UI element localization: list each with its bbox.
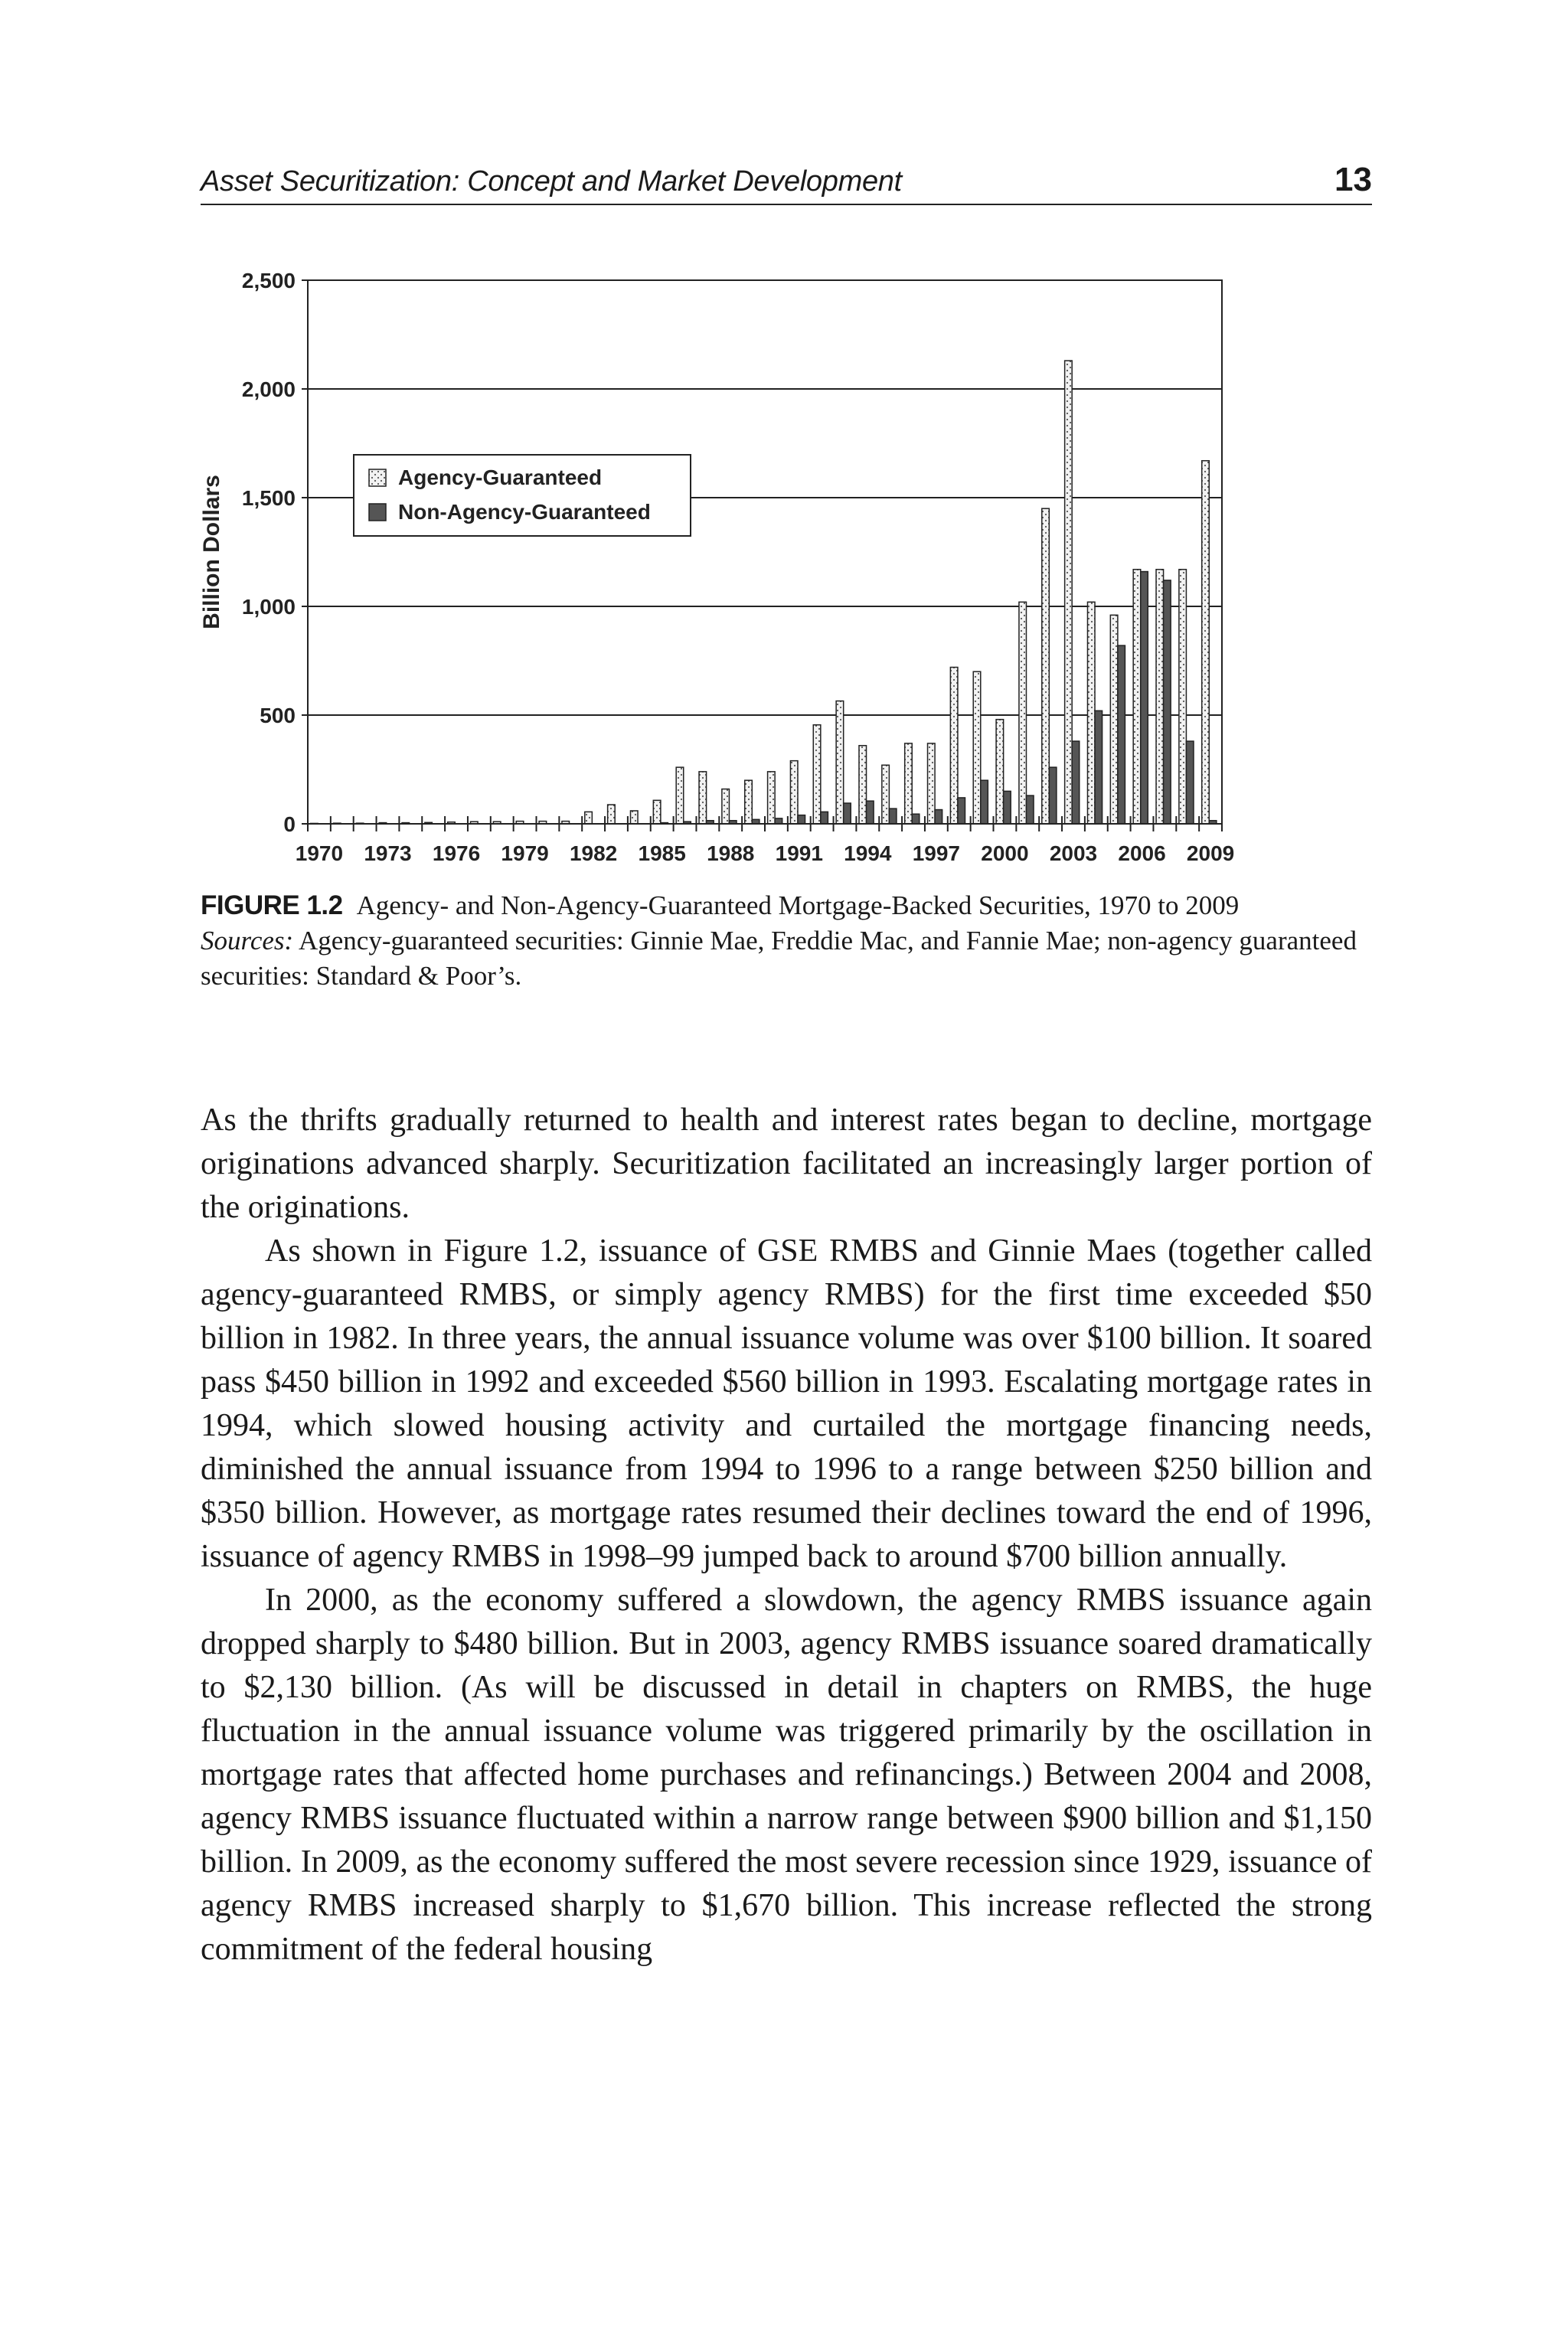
- bar-agency-2007: [1156, 570, 1164, 824]
- x-tick-label-1979: 1979: [501, 841, 549, 865]
- x-tick-label-2003: 2003: [1049, 841, 1098, 865]
- bar-non-agency-2000: [1004, 791, 1011, 824]
- bar-agency-1989: [745, 780, 753, 824]
- bar-agency-1996: [905, 743, 913, 824]
- bar-non-agency-2003: [1072, 741, 1080, 824]
- y-tick-label: 1,000: [241, 595, 296, 619]
- x-tick-label-1973: 1973: [364, 841, 412, 865]
- legend-label-agency: Agency-Guaranteed: [398, 466, 603, 489]
- bar-agency-1991: [790, 761, 798, 824]
- x-tick-label-2000: 2000: [981, 841, 1029, 865]
- x-tick-label-2006: 2006: [1118, 841, 1166, 865]
- paragraph-2: As shown in Figure 1.2, issuance of GSE RMBS and Ginnie Maes (together called agency-guaranteed RMBS, or simply agency RMBS) for the first time exceeded $50 billion in 1982. In three years, the annual issuance volume was over $100 billion. It soared pass $450 billion in 1992 and exceeded $560 billion in 1993. Escalating mortgage rates in 1994, which slowed housing activity and curtailed the mortgage financing needs, diminished the annual issuance from 1994 to 1996 to a range between $250 billion and $350 billion. However, as mortgage rates resumed their declines toward the end of 1996, issuance of agency RMBS in 1998–99 jumped back to around $700 billion annually.: [201, 1233, 1372, 1574]
- bar-agency-1983: [608, 805, 616, 824]
- x-tick-label-1985: 1985: [638, 841, 686, 865]
- bar-non-agency-1994: [867, 801, 874, 824]
- mbs-issuance-bar-chart: [184, 253, 1256, 880]
- bar-agency-2003: [1065, 361, 1073, 824]
- bar-agency-1998: [950, 668, 958, 824]
- bar-non-agency-1995: [889, 808, 897, 824]
- bar-non-agency-2001: [1026, 795, 1034, 824]
- x-tick-label-1976: 1976: [432, 841, 481, 865]
- y-tick-label: 0: [283, 812, 296, 836]
- y-tick-label: 2,000: [241, 377, 296, 401]
- x-tick-label-1988: 1988: [707, 841, 755, 865]
- legend-swatch-agency: [369, 469, 386, 486]
- x-tick-label-1970: 1970: [295, 841, 344, 865]
- bar-agency-2005: [1110, 615, 1118, 824]
- bar-agency-1992: [813, 725, 821, 824]
- body-text: [201, 1099, 1372, 1971]
- figure-label: FIGURE 1.2: [201, 890, 343, 920]
- bar-agency-2000: [996, 720, 1004, 824]
- bar-agency-2008: [1179, 570, 1187, 824]
- bar-non-agency-1999: [981, 780, 988, 824]
- running-title: Asset Securitization: Concept and Market Development: [201, 165, 902, 198]
- bar-agency-1988: [722, 789, 730, 824]
- sources-text: Agency-guaranteed securities: Ginnie Mae, Freddie Mac, and Fannie Mae; non-agency guaranteed securities: Standard & Poor’s.: [201, 926, 1357, 991]
- x-tick-label-1982: 1982: [569, 841, 618, 865]
- figure-caption: [201, 888, 1380, 994]
- bar-agency-2002: [1042, 508, 1050, 824]
- bar-agency-2009: [1202, 461, 1210, 824]
- x-tick-label-2009: 2009: [1186, 841, 1235, 865]
- x-tick-label-1997: 1997: [912, 841, 961, 865]
- bar-agency-1985: [653, 800, 661, 824]
- bar-agency-1984: [630, 811, 638, 824]
- bar-agency-1995: [882, 765, 890, 824]
- plot-frame: [308, 280, 1222, 824]
- paragraph-1: As the thrifts gradually returned to health and interest rates began to decline, mortgage originations advanced sharply. Securitization facilitated an increasingly larger portion of the originations.: [201, 1102, 1372, 1225]
- bar-non-agency-1991: [798, 815, 805, 824]
- legend-label-non-agency: Non-Agency-Guaranteed: [398, 500, 651, 524]
- bar-non-agency-1992: [821, 812, 828, 824]
- y-tick-label: 2,500: [241, 269, 296, 292]
- bar-agency-2004: [1087, 602, 1095, 824]
- bar-agency-1986: [676, 767, 684, 824]
- bar-agency-1982: [585, 812, 593, 824]
- bar-agency-2006: [1133, 570, 1141, 824]
- bar-non-agency-2006: [1141, 572, 1148, 824]
- y-tick-label: 500: [260, 704, 296, 727]
- bar-non-agency-2004: [1095, 710, 1102, 824]
- x-tick-label-1994: 1994: [844, 841, 892, 865]
- page-number: 13: [1334, 161, 1372, 198]
- figure-title: Agency- and Non-Agency-Guaranteed Mortgage-Backed Securities, 1970 to 2009: [356, 890, 1240, 920]
- running-head: [201, 158, 1372, 205]
- bar-agency-1999: [973, 671, 981, 824]
- bar-non-agency-1996: [912, 814, 920, 824]
- bar-agency-1994: [859, 746, 867, 824]
- bar-agency-1997: [928, 743, 936, 824]
- figure-sources: [201, 923, 1380, 994]
- y-axis-label: Billion Dollars: [199, 475, 224, 629]
- bar-non-agency-2005: [1118, 645, 1125, 824]
- bar-non-agency-2002: [1049, 767, 1057, 824]
- bar-agency-1993: [836, 701, 844, 824]
- bar-agency-2001: [1019, 602, 1027, 824]
- legend-swatch-non-agency: [369, 504, 386, 521]
- legend: [354, 455, 691, 536]
- bar-non-agency-1998: [958, 798, 965, 824]
- sources-label: Sources:: [201, 926, 294, 956]
- figure-title-line: [201, 888, 1380, 923]
- paragraph-3: In 2000, as the economy suffered a slowdown, the agency RMBS issuance again dropped sharply to $480 billion. But in 2003, agency RMBS issuance soared dramatically to $2,130 billion. (As will be discussed in detail in chapters on RMBS, the huge fluctuation in the annual issuance volume was triggered primarily by the oscillation in mortgage rates that affected home purchases and refinancings.) Between 2004 and 2008, agency RMBS issuance fluctuated within a narrow range between $900 billion and $1,150 billion. In 2009, as the economy suffered the most severe recession since 1929, issuance of agency RMBS increased sharply to $1,670 billion. This increase reflected the strong commitment of the federal housing: [201, 1583, 1372, 1967]
- x-tick-label-1991: 1991: [775, 841, 823, 865]
- y-tick-label: 1,500: [241, 486, 296, 510]
- bar-agency-1987: [699, 772, 707, 824]
- bar-non-agency-1993: [844, 803, 851, 824]
- bar-non-agency-2007: [1164, 580, 1171, 824]
- bar-non-agency-2008: [1186, 741, 1194, 824]
- bar-non-agency-1990: [775, 818, 782, 824]
- bar-agency-1990: [768, 772, 776, 824]
- bar-non-agency-1997: [935, 810, 942, 824]
